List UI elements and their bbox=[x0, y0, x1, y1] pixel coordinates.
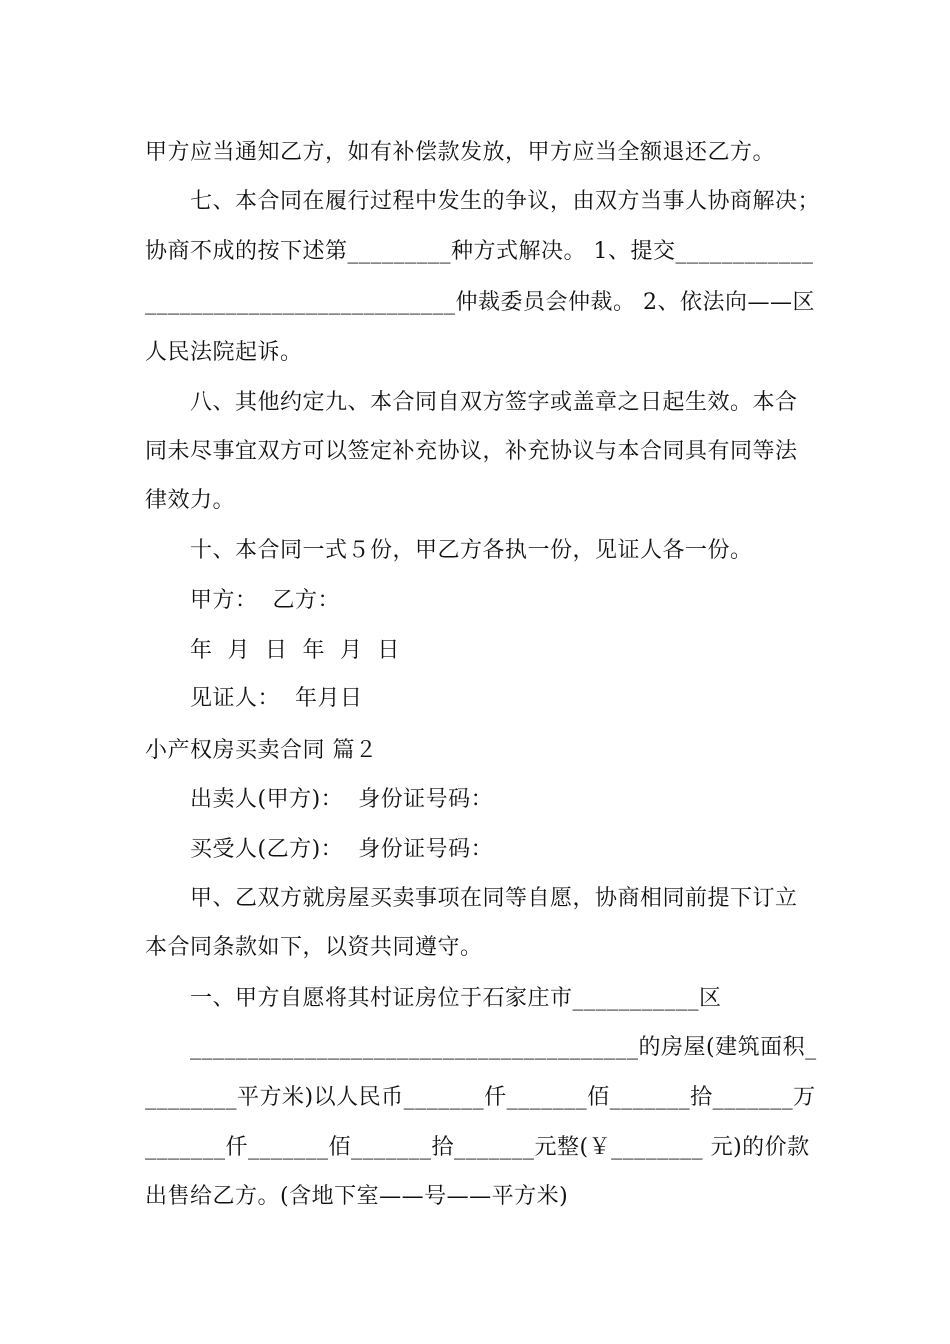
buyer-line: 买受人(乙方)： 身份证号码： bbox=[190, 837, 494, 862]
witness-line: 见证人： 年月日 bbox=[190, 686, 363, 711]
date-line: 年 月 日 年 月 日 bbox=[190, 638, 400, 663]
text-line: 十、本合同一式５份，甲乙方各执一份，见证人各一份。 bbox=[190, 538, 753, 563]
text-line: ___________________________仲裁委员会仲裁。 2、依法向——区 bbox=[145, 290, 815, 315]
text-line: 甲、乙双方就房屋买卖事项在同等自愿，协商相同前提下订立 bbox=[190, 886, 798, 911]
text-line: _______________________________________的房屋(建筑面积_ bbox=[190, 1035, 817, 1060]
text-line: 出售给乙方。(含地下室——号——平方米) bbox=[145, 1184, 569, 1209]
text-line: _______仟_______佰_______拾_______元整(￥________ 元)的价款 bbox=[145, 1135, 810, 1160]
text-line: 八、其他约定九、本合同自双方签字或盖章之日起生效。本合 bbox=[190, 390, 798, 415]
text-line: 同未尽事宜双方可以签定补充协议，补充协议与本合同具有同等法 bbox=[145, 439, 798, 464]
section-heading: 小产权房买卖合同 篇２ bbox=[145, 738, 378, 763]
signature-line: 甲方： 乙方： bbox=[190, 588, 340, 613]
text-line: 一、甲方自愿将其村证房位于石家庄市___________区 bbox=[190, 986, 722, 1011]
text-line: 协商不成的按下述第_________种方式解决。 1、提交____________ bbox=[145, 239, 814, 264]
text-line: 人民法院起诉。 bbox=[145, 340, 303, 365]
text-line: ________平方米)以人民币_______仟_______佰_______拾_______万 bbox=[145, 1085, 816, 1110]
text-line: 甲方应当通知乙方，如有补偿款发放，甲方应当全额退还乙方。 bbox=[145, 140, 776, 165]
text-line: 七、本合同在履行过程中发生的争议，由双方当事人协商解决； bbox=[190, 189, 821, 214]
seller-line: 出卖人(甲方)： 身份证号码： bbox=[190, 787, 494, 812]
text-line: 本合同条款如下，以资共同遵守。 bbox=[145, 935, 483, 960]
text-line: 律效力。 bbox=[145, 488, 236, 513]
